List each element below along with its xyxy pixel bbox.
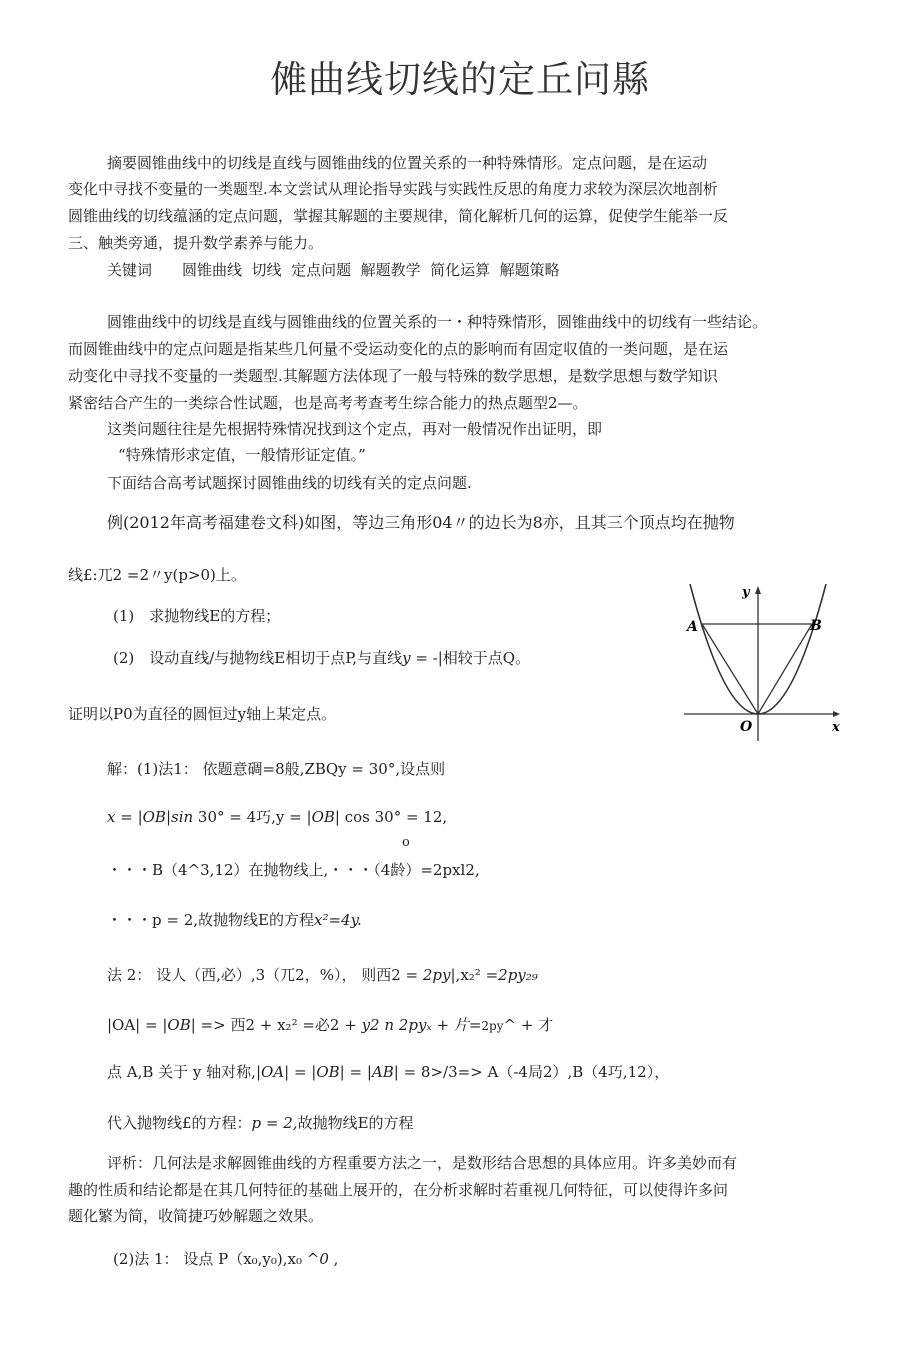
keywords: 关键词 圆锥曲线 切线 定点问题 解题教学 简化运算 解题策略 — [107, 261, 560, 279]
intro-line: 下面结合高考试题探讨圆锥曲线的切线有关的定点问题. — [107, 474, 472, 492]
abstract-line: 三、触类旁通，提升数学素养与能力。 — [68, 234, 324, 252]
abstract-line: 变化中寻找不变量的一类题型.本文尝试从理论指导实践与实践性反思的角度力求较为深层次地剖析 — [68, 180, 718, 198]
question-1: (1) 求抛物线E的方程； — [113, 607, 281, 625]
intro-line: 这类问题往往是先根据特殊情况找到这个定点，再对一般情况作出证明，即 — [107, 420, 603, 438]
method-2-line: 法 2： 设人（西,必）,3（兀2，%）， 则西2 = 2py|,x₂² =2py₂₉ — [107, 966, 538, 984]
analysis-line: 趣的性质和结论都是在其几何特征的基础上展开的，在分析求解时若重视几何特征，可以使得许多问 — [68, 1181, 729, 1199]
method-2-line: 点 A,B 关于 y 轴对称,|OA| = |OB| = |AB| = 8>/3=> A（-4局2）,B（4巧,12）， — [107, 1063, 670, 1081]
solution-line: x = |OB|sin 30° = 4巧,y = |OB| cos 30° = 12, — [107, 808, 448, 826]
label-o: O — [740, 719, 753, 735]
example-line: 线£:兀2 =2〃y(p>0)上。 — [68, 566, 246, 584]
intro-line: 而圆锥曲线中的定点问题是指某些几何量不受运动变化的点的影响而有固定収值的一类问题，是在运 — [68, 340, 729, 358]
label-y: y — [742, 585, 750, 600]
intro-line: 圆锥曲线中的切线是直线与圆锥曲线的位置关系的一・种特殊情形，圆锥曲线中的切线有一些结论。 — [107, 313, 768, 331]
parabola-figure — [682, 584, 842, 744]
method-2-line: |OA| = |OB| => 西2 + x₂² =必2 + y2 n 2pyₓ + 片=2py^ + 才 — [107, 1016, 554, 1034]
solution-line: ・・・p = 2,故抛物线E的方程x²=4y. — [107, 911, 362, 929]
solution-line: ・・・B（4^3,12）在抛物线上,・・・（4龄）=2pxl2, — [107, 861, 480, 879]
label-a: A — [687, 619, 698, 635]
segment-oa — [702, 624, 758, 714]
part-2-line: (2)法 1： 设点 P（x₀,y₀),x₀ ^0 , — [113, 1250, 339, 1268]
question-2-cont: 证明以P0为直径的圆恒过y轴上某定点。 — [68, 705, 337, 723]
abstract-line: 摘要圆锥曲线中的切线是直线与圆锥曲线的位置关系的一种特殊情形。定点问题，是在运动 — [107, 154, 708, 172]
intro-line: 动变化中寻找不变量的一类题型.其解题方法体现了一般与特殊的数学思想，是数学思想与数学知识 — [68, 367, 718, 385]
x-axis-arrow — [833, 711, 840, 717]
abstract-line: 圆锥曲线的切线蕴涵的定点问题，掌握其解题的主要规律，简化解析几何的运算，促使学生能举一反 — [68, 207, 729, 225]
solution-line: 解：(1)法1： 依题意碉=8般,ZBQy = 30°,设点则 — [107, 760, 446, 778]
page-title: 傩曲线切线的定丘问縣 — [270, 58, 650, 101]
segment-ob — [758, 624, 812, 714]
analysis-line: 评析：几何法是求解圆锥曲线的方程重要方法之一，是数形结合思想的具体应用。许多美妙而有 — [107, 1154, 738, 1172]
question-2: (2) 设动直线/与抛物线E相切于点P,与直线y = -|相较于点Q。 — [113, 649, 531, 667]
solution-mark: o — [402, 835, 410, 850]
label-x: x — [832, 720, 840, 735]
label-b: B — [810, 618, 822, 634]
y-axis-arrow — [755, 586, 761, 594]
analysis-line: 题化繁为简，收简捷巧妙解题之效果。 — [68, 1207, 324, 1225]
method-2-line: 代入抛物线£的方程：p = 2,故抛物线E的方程 — [107, 1114, 414, 1132]
intro-line: 紧密结合产生的一类综合性试题，也是高考考查考生综合能力的热点题型2—。 — [68, 394, 588, 412]
example-line: 例(2012年高考福建卷文科)如图，等边三角形04〃的边长为8亦，且其三个顶点均在抛物 — [107, 513, 735, 532]
intro-quote: “特殊情形求定值，一般情形证定值。” — [118, 446, 366, 464]
